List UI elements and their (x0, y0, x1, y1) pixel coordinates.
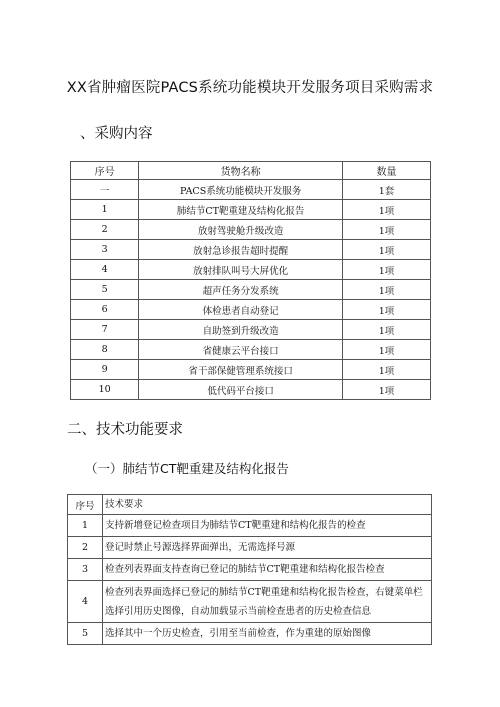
row-item-name: 放射排队叫号大屏优化 (139, 260, 343, 280)
row-index: 4 (68, 581, 103, 623)
row-index: 3 (71, 240, 139, 260)
row-index: 1 (71, 200, 139, 220)
row-quantity: 1项 (342, 300, 430, 320)
row-item-name: 放射急诊报告超时提醒 (139, 240, 343, 260)
header-index: 序号 (68, 495, 103, 515)
document-title: XX省肿瘤医院PACS系统功能模块开发服务项目采购需求 (66, 80, 434, 96)
row-item-name: 自助签到升级改造 (139, 320, 343, 340)
row-item-name: 省干部保健管理系统接口 (139, 360, 343, 380)
table-row (68, 623, 432, 645)
row-item-name: 超声任务分发系统 (139, 280, 343, 300)
row-requirement: 支持新增登记检查项目为肺结节CT靶重建和结构化报告的检查 (103, 515, 432, 537)
table-row (71, 360, 431, 380)
row-quantity: 1项 (342, 340, 430, 360)
header-requirement: 技术要求 (103, 495, 432, 515)
row-item-name: 放射驾驶舱升级改造 (139, 220, 343, 240)
row-index: 4 (71, 260, 139, 280)
table-row (71, 260, 431, 280)
row-quantity: 1项 (342, 260, 430, 280)
row-quantity: 1项 (342, 200, 430, 220)
row-quantity: 1项 (342, 360, 430, 380)
row-item-name: PACS系统功能模块开发服务 (139, 180, 343, 200)
row-item-name: 肺结节CT靶重建及结构化报告 (139, 200, 343, 220)
header-index: 序号 (71, 162, 139, 180)
row-item-name: 省健康云平台接口 (139, 340, 343, 360)
table-row (71, 240, 431, 260)
row-quantity: 1套 (342, 180, 430, 200)
header-item-name: 货物名称 (139, 162, 343, 180)
table-row (68, 559, 432, 581)
header-quantity: 数量 (342, 162, 430, 180)
row-item-name: 低代码平台接口 (139, 380, 343, 400)
row-quantity: 1项 (342, 320, 430, 340)
row-index: 10 (71, 380, 139, 400)
subsection-heading-lung-nodule: （一）肺结节CT靶重建及结构化报告 (85, 461, 289, 476)
row-index: 3 (68, 559, 103, 581)
table-row (71, 280, 431, 300)
table-row (71, 180, 431, 200)
table-header-row (71, 162, 431, 180)
row-index: 1 (68, 515, 103, 537)
row-index: 5 (71, 280, 139, 300)
row-index: 8 (71, 340, 139, 360)
row-requirement: 选择其中一个历史检查，引用至当前检查，作为重建的原始图像 (103, 623, 432, 645)
row-index: 7 (71, 320, 139, 340)
table-row (71, 200, 431, 220)
row-requirement: 登记时禁止号源选择界面弹出，无需选择号源 (103, 537, 432, 559)
technical-requirements-table (67, 494, 432, 645)
row-index: 6 (71, 300, 139, 320)
table-row (71, 220, 431, 240)
table-row (71, 320, 431, 340)
table-header-row (68, 495, 432, 515)
section-heading-technical: 二、技术功能要求 (67, 422, 183, 438)
table-row (71, 340, 431, 360)
row-quantity: 1项 (342, 240, 430, 260)
section-heading-procurement: 、采购内容 (80, 126, 153, 142)
procurement-table (70, 161, 431, 400)
row-quantity: 1项 (342, 280, 430, 300)
row-index: 一 (71, 180, 139, 200)
table-row (71, 380, 431, 400)
row-quantity: 1项 (342, 220, 430, 240)
row-requirement: 检查列表界面选择已登记的肺结节CT靶重建和结构化报告检查，右键菜单栏选择引用历史图像，自动加载显示当前检查患者的历史检查信息 (103, 581, 432, 623)
table-row (68, 515, 432, 537)
row-index: 5 (68, 623, 103, 645)
row-index: 2 (68, 537, 103, 559)
row-requirement: 检查列表界面支持查询已登记的肺结节CT靶重建和结构化报告检查 (103, 559, 432, 581)
table-row (68, 537, 432, 559)
row-quantity: 1项 (342, 380, 430, 400)
row-item-name: 体检患者自动登记 (139, 300, 343, 320)
row-index: 2 (71, 220, 139, 240)
table-row (68, 581, 432, 623)
row-index: 9 (71, 360, 139, 380)
table-row (71, 300, 431, 320)
